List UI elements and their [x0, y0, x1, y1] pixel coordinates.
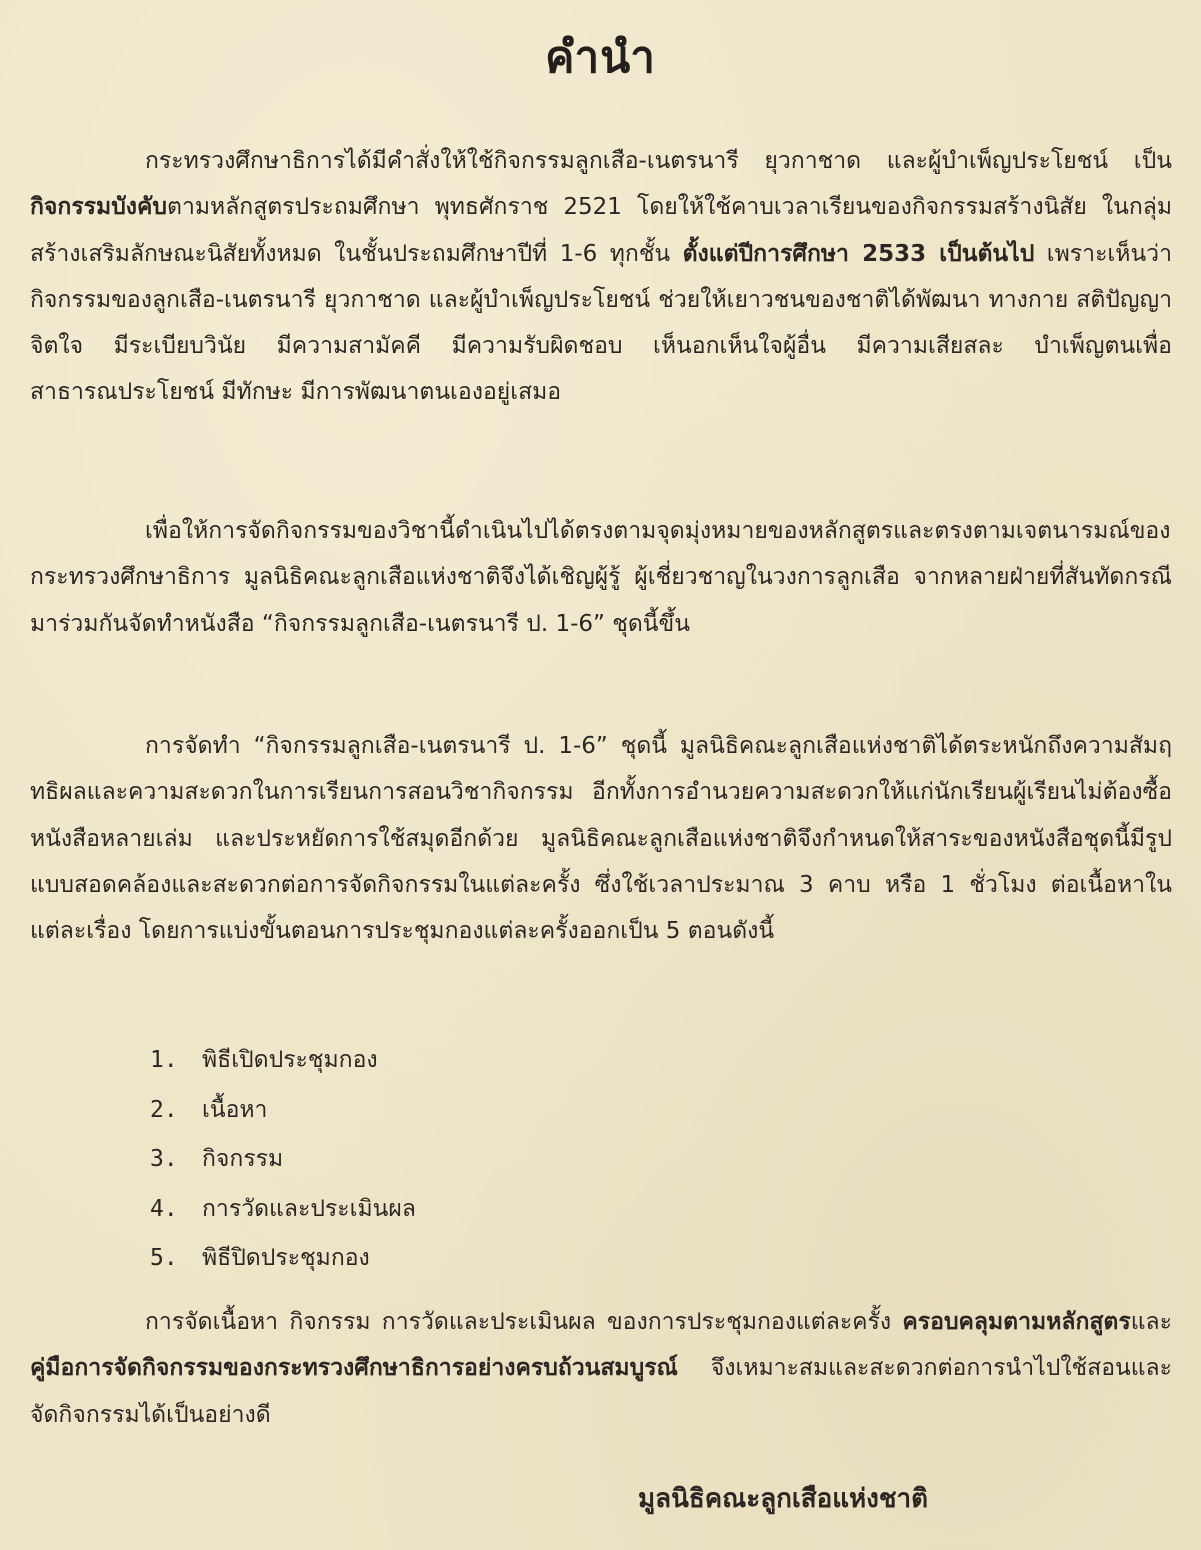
steps-list [150, 1036, 416, 1284]
list-item-number: 5. [150, 1245, 178, 1271]
paragraph-1-bold-b: ตั้งแต่ปีการศึกษา 2533 เป็นต้นไป [682, 240, 1035, 267]
page-title: คำนำ [545, 32, 656, 83]
list-item-number: 1. [150, 1047, 178, 1073]
list-item-number: 4. [150, 1195, 178, 1222]
paragraph-1-bold-a: กิจกรรมบังคับ [30, 194, 168, 221]
list-item [150, 1135, 416, 1185]
list-item-number: 3. [150, 1146, 178, 1172]
list-item [150, 1234, 416, 1284]
list-item-label: กิจกรรม [202, 1146, 284, 1172]
paragraph-4-bold-b: คู่มือการจัดกิจกรรมของกระทรวงศึกษาธิการอย่างครบถ้วนสมบูรณ์ [30, 1355, 678, 1382]
list-item-label: การวัดและประเมินผล [202, 1195, 416, 1222]
paragraph-3: การจัดทำ “กิจกรรมลูกเสือ-เนตรนารี ป. 1-6” ชุดนี้ มูลนิธิคณะลูกเสือแห่งชาติได้ตระหนักถึงความสัมฤทธิผลและความสะดวกในการเรียนการสอนวิชากิจกรรม อีกทั้งการอำนวยความสะดวกให้แก่นักเรียนผู้เรียนไม่ต้องซื้อหนังสือหลายเล่ม และประหยัดการใช้สมุดอีกด้วย มูลนิธิคณะลูกเสือแห่งชาติจึงกำหนดให้สาระของหนังสือชุดนี้มีรูปแบบสอดคล้องและสะดวกต่อการจัดกิจกรรมในแต่ละครั้ง ซึ่งใช้เวลาประมาณ 3 คาบ หรือ 1 ชั่วโมง ต่อเนื้อหาในแต่ละเรื่อง โดยการแบ่งขั้นตอนการประชุมกองแต่ละครั้งออกเป็น 5 ตอนดังนี้ [30, 733, 1172, 945]
list-item [150, 1086, 416, 1136]
signature: มูลนิธิคณะลูกเสือแห่งชาติ [638, 1484, 928, 1514]
list-item-label: เนื้อหา [202, 1096, 268, 1123]
list-item-label: พิธีเปิดประชุมกอง [202, 1047, 378, 1073]
paragraph-4-text-c: จึงเหมาะสมและสะดวกต่อการนำไปใช้สอนและจัดกิจกรรมได้เป็นอย่างดี [30, 1355, 1172, 1428]
paragraph-4-bold-a: ครอบคลุมตามหลักสูตร [902, 1309, 1131, 1335]
list-item [150, 1185, 416, 1235]
paragraph-1-text-a: กระทรวงศึกษาธิการได้มีคำสั่งให้ใช้กิจกรรมลูกเสือ-เนตรนารี ยุวกาชาด และผู้บำเพ็ญประโยชน์ เป็น [145, 148, 1172, 174]
paragraph-4-text-b: และ [1130, 1309, 1172, 1335]
paragraph-1 [30, 138, 1172, 416]
paragraph-4-text-a: การจัดเนื้อหา กิจกรรม การวัดและประเมินผล ของการประชุมกองแต่ละครั้ง [145, 1309, 903, 1335]
list-item-label: พิธีปิดประชุมกอง [202, 1245, 370, 1271]
paragraph-1-text-b: ตามหลักสูตรประถมศึกษา พุทธศักราช 2521 โดยให้ใช้คาบเวลาเรียนของกิจกรรมสร้างนิสัย ในกลุ่มสร้างเสริมลักษณะนิสัยทั้งหมด ในชั้นประถมศึกษาปีที่ 1-6 ทุกชั้น [30, 194, 1172, 267]
paragraph-1-text-c: เพราะเห็นว่า กิจกรรมของลูกเสือ-เนตรนารี ยุวกาชาด และผู้บำเพ็ญประโยชน์ ช่วยให้เยาวชนของชาติได้พัฒนา ทางกาย สติปัญญา จิตใจ มีระเบียบวินัย มีความสามัคคี มีความรับผิดชอบ เห็นอกเห็นใจผู้อื่น มีความเสียสละ บำเพ็ญตนเพื่อสาธารณประโยชน์ มีทักษะ มีการพัฒนาตนเองอยู่เสมอ [30, 240, 1173, 406]
paragraph-2: เพื่อให้การจัดกิจกรรมของวิชานี้ดำเนินไปได้ตรงตามจุดมุ่งหมายของหลักสูตรและตรงตามเจตนารมณ์ของกระทรวงศึกษาธิการ มูลนิธิคณะลูกเสือแห่งชาติจึงได้เชิญผู้รู้ ผู้เชี่ยวชาญในวงการลูกเสือ จากหลายฝ่ายที่สันทัดกรณีมาร่วมกันจัดทำหนังสือ “กิจกรรมลูกเสือ-เนตรนารี ป. 1-6” ชุดนี้ขึ้น [30, 518, 1172, 637]
paragraph-4 [30, 1299, 1172, 1438]
list-item-number: 2. [150, 1096, 178, 1123]
list-item [150, 1036, 416, 1086]
